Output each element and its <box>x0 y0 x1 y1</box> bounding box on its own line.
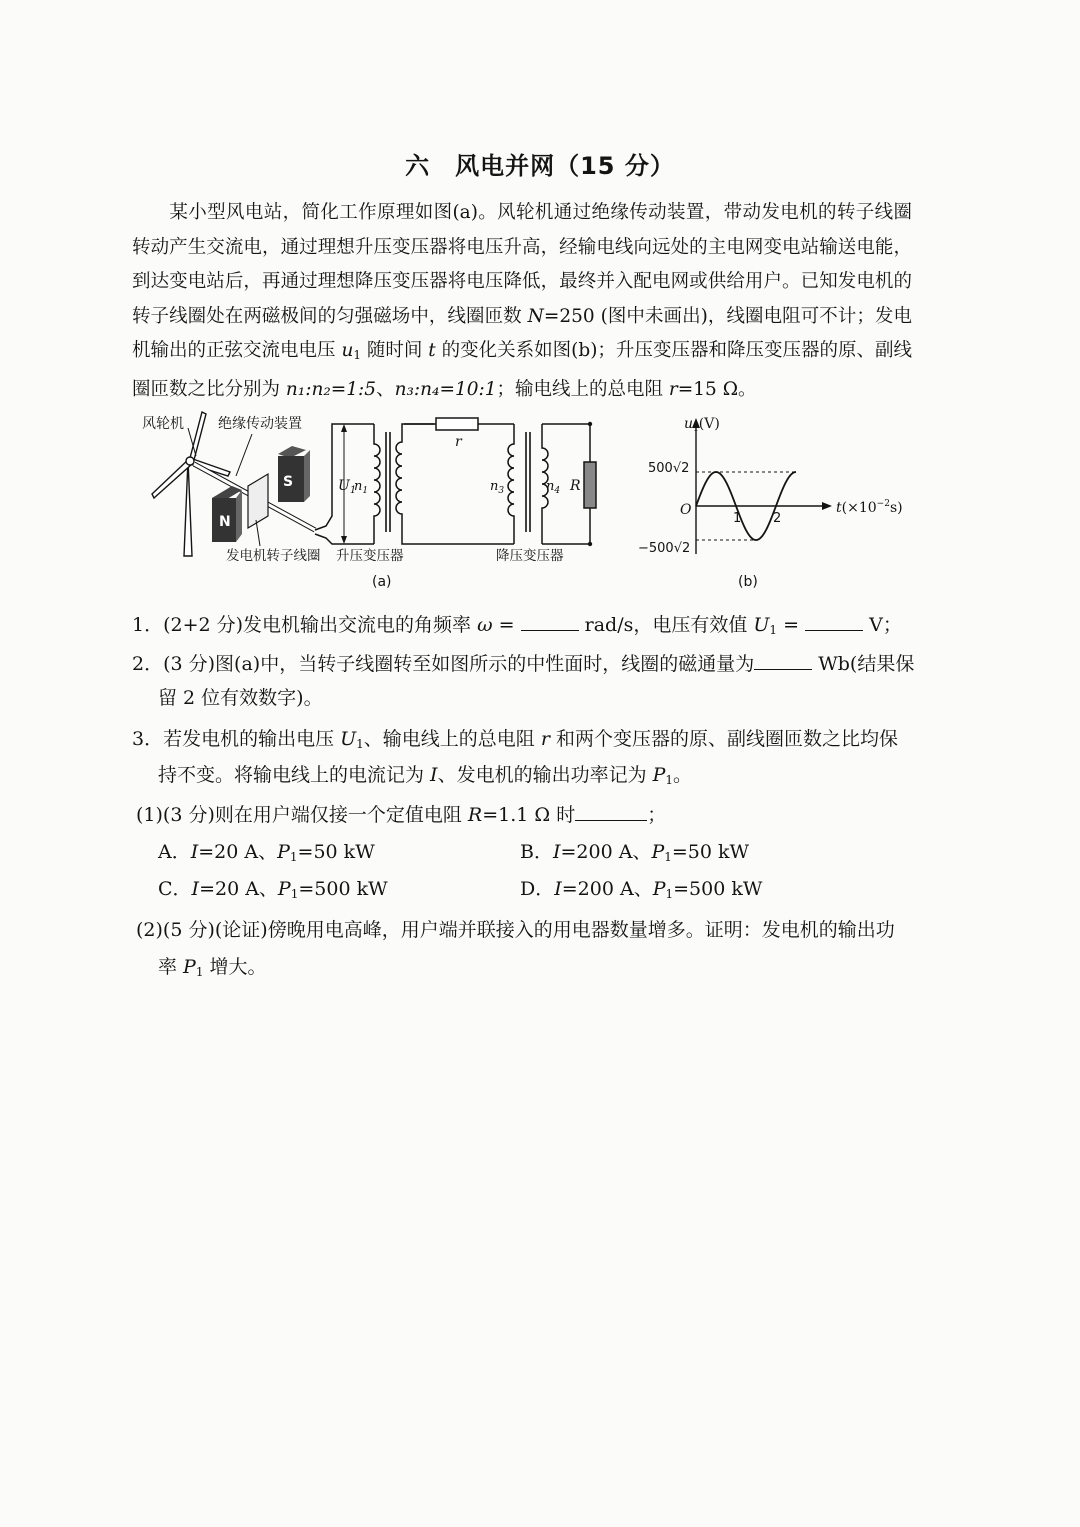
option-d[interactable] <box>520 877 762 906</box>
option-c-prefix: C． <box>158 878 192 900</box>
q3-text: 。 <box>673 764 693 786</box>
intro-text: ；输电线上的总电阻 <box>496 378 669 400</box>
intro-var-N: N <box>527 305 544 327</box>
label-rotor-coil: 发电机转子线圈 <box>226 548 321 564</box>
q3-text: 、输电线上的总电阻 <box>363 728 541 750</box>
q1-sub: 1 <box>769 623 778 637</box>
option-a-current: =20 A、 <box>198 841 278 863</box>
label-step-up: 升压变压器 <box>336 548 404 564</box>
label-r: r <box>455 434 462 450</box>
option-d-var-P: P <box>652 878 666 900</box>
label-step-down: 降压变压器 <box>496 548 564 564</box>
option-a-var-I: I <box>190 841 199 863</box>
option-a-sub: 1 <box>289 850 298 864</box>
q1-answer-blank-U1[interactable] <box>805 612 863 631</box>
rotor-coil-icon <box>248 474 268 528</box>
intro-text: 某小型风电站，简化工作原理如图(a)。风轮机通过绝缘传动装置，带动发电机的转子线圈转动产生交流电，通过理想升压变压器将电压升高，经输电线向远处的主电网变电站输送电能，到达变电站后，再通过理想降压变压器将电压降低，最终并入配电网或供给用户。已知发电机的转子线圈处在两磁极间的匀强磁场中，线圈匝数 <box>132 202 912 327</box>
option-c-var-I: I <box>191 878 200 900</box>
question-2 <box>132 651 914 676</box>
q3-1-text: (1)(3 分)则在用户端仅接一个定值电阻 <box>136 804 468 826</box>
q1-text: = <box>492 614 521 636</box>
y-axis-label: $u_1(V)$ <box>684 416 720 434</box>
option-a-prefix: A． <box>158 841 191 863</box>
option-b[interactable] <box>520 840 749 869</box>
question-1 <box>132 612 902 642</box>
question-3 <box>132 727 898 756</box>
option-b-power: =50 kW <box>671 841 750 863</box>
q2-text: Wb(结果保 <box>812 653 915 675</box>
q1-var-U: U <box>753 614 770 636</box>
option-b-prefix: B． <box>520 841 553 863</box>
intro-ratio-n1n2: n₁:n₂=1:5 <box>285 378 377 400</box>
wave-axes <box>692 418 832 554</box>
magnet-s-label: S <box>283 474 294 490</box>
resistor-r <box>436 418 478 430</box>
magnet-n-label: N <box>219 514 231 530</box>
intro-text: 、 <box>376 378 395 400</box>
q3-text: 持不变。将输电线上的电流记为 <box>158 764 431 786</box>
q1-text: rad/s，电压有效值 <box>578 614 754 636</box>
question-3-1 <box>136 802 666 827</box>
q3-text: 3．若发电机的输出电压 <box>132 728 341 750</box>
x-tick-1: 1 <box>733 511 742 526</box>
q3-1-var-R: R <box>467 804 483 826</box>
option-a[interactable] <box>158 840 375 869</box>
q3-1-text: ； <box>647 804 667 826</box>
q3-1-text: =1.1 Ω 时 <box>482 804 576 826</box>
q3-var-U: U <box>340 728 357 750</box>
intro-var-u: u <box>341 340 354 361</box>
label-n1: $n_1$ <box>354 479 369 496</box>
option-c-var-P: P <box>277 878 291 900</box>
q3-sub: 1 <box>665 773 674 787</box>
caption-a: (a) <box>372 574 392 590</box>
y-min-label: −500√2 <box>638 541 691 556</box>
question-2-cont: 留 2 位有效数字)。 <box>158 687 323 709</box>
question-3-2: (2)(5 分)(论证)傍晚用电高峰，用户端并联接入的用电器数量增多。证明：发电机的输出功 <box>136 919 895 941</box>
option-d-prefix: D． <box>520 878 555 900</box>
intro-text: 随时间 <box>361 340 429 361</box>
intro-text: =250 (图中未画出)，线圈电阻可不计；发电机输出的正弦交流电电压 <box>132 305 912 361</box>
q3-sub: 1 <box>356 737 364 751</box>
x-tick-2: 2 <box>773 511 782 526</box>
x-axis-label: $t(\times 10^{-2}s)$ <box>836 499 903 516</box>
option-c-current: =20 A、 <box>199 878 278 900</box>
option-a-power: =50 kW <box>297 841 375 863</box>
q3-var-P: P <box>652 764 666 786</box>
q3-2-text: 率 <box>158 956 184 978</box>
q3-2-sub: 1 <box>195 965 204 979</box>
q2-answer-blank[interactable] <box>754 651 812 670</box>
q3-2-var-P: P <box>183 956 196 978</box>
figure-a-circuit <box>140 406 610 596</box>
option-b-sub: 1 <box>664 850 672 864</box>
page-title: 六 风电并网（15 分） <box>405 152 675 180</box>
resistor-R <box>584 462 596 508</box>
q1-omega: ω <box>477 614 493 636</box>
label-U1: $U_1$ <box>338 478 357 496</box>
origin-label: O <box>680 502 692 518</box>
option-b-var-I: I <box>552 841 561 863</box>
label-wind-turbine: 风轮机 <box>142 416 184 432</box>
intro-ratio-n3n4: n₃:n₄=10:1 <box>394 378 497 400</box>
option-b-var-P: P <box>651 841 665 863</box>
intro-var-r: r <box>668 378 678 400</box>
label-R: R <box>570 478 581 494</box>
option-d-current: =200 A、 <box>561 878 653 900</box>
magnet-s-icon <box>278 446 310 502</box>
intro-paragraph <box>132 196 912 407</box>
option-d-sub: 1 <box>665 887 674 901</box>
intro-text: 的变化关系如图(b)；升压变压器和降压变压器的原、副线圈匝数之比分别为 <box>132 340 912 400</box>
intro-text: =15 Ω。 <box>677 378 757 400</box>
label-transmission: 绝缘传动装置 <box>218 416 302 432</box>
magnet-n-icon <box>212 486 242 542</box>
q3-var-I: I <box>430 764 438 786</box>
caption-b: (b) <box>738 574 758 590</box>
option-c[interactable] <box>158 877 388 906</box>
q3-var-r: r <box>540 728 550 750</box>
q1-text: V； <box>863 614 902 636</box>
q1-text: 1．(2+2 分)发电机输出交流电的角频率 <box>132 614 478 636</box>
q3-1-answer-blank[interactable] <box>575 802 647 821</box>
q3-text: 、发电机的输出功率记为 <box>437 764 653 786</box>
q1-answer-blank-omega[interactable] <box>521 612 579 631</box>
option-b-current: =200 A、 <box>560 841 652 863</box>
question-3-2-cont <box>158 955 267 984</box>
intro-sub: 1 <box>353 348 361 362</box>
option-a-var-P: P <box>277 841 290 863</box>
option-c-power: =500 kW <box>298 878 388 900</box>
question-3-cont <box>158 763 692 792</box>
option-d-power: =500 kW <box>673 878 763 900</box>
option-c-sub: 1 <box>290 887 299 901</box>
label-n3: $n_3$ <box>490 479 505 496</box>
figure-b-voltage-graph <box>628 406 918 596</box>
label-n4: $n_4$ <box>546 479 561 496</box>
q3-text: 和两个变压器的原、副线圈匝数之比均保 <box>549 728 898 750</box>
q3-2-text: 增大。 <box>203 956 267 978</box>
option-d-var-I: I <box>554 878 562 900</box>
y-max-label: 500√2 <box>648 461 690 476</box>
q1-text: = <box>777 614 806 636</box>
intro-var-t: t <box>428 340 436 361</box>
q2-text: 2．(3 分)图(a)中，当转子线圈转至如图所示的中性面时，线圈的磁通量为 <box>132 653 755 675</box>
